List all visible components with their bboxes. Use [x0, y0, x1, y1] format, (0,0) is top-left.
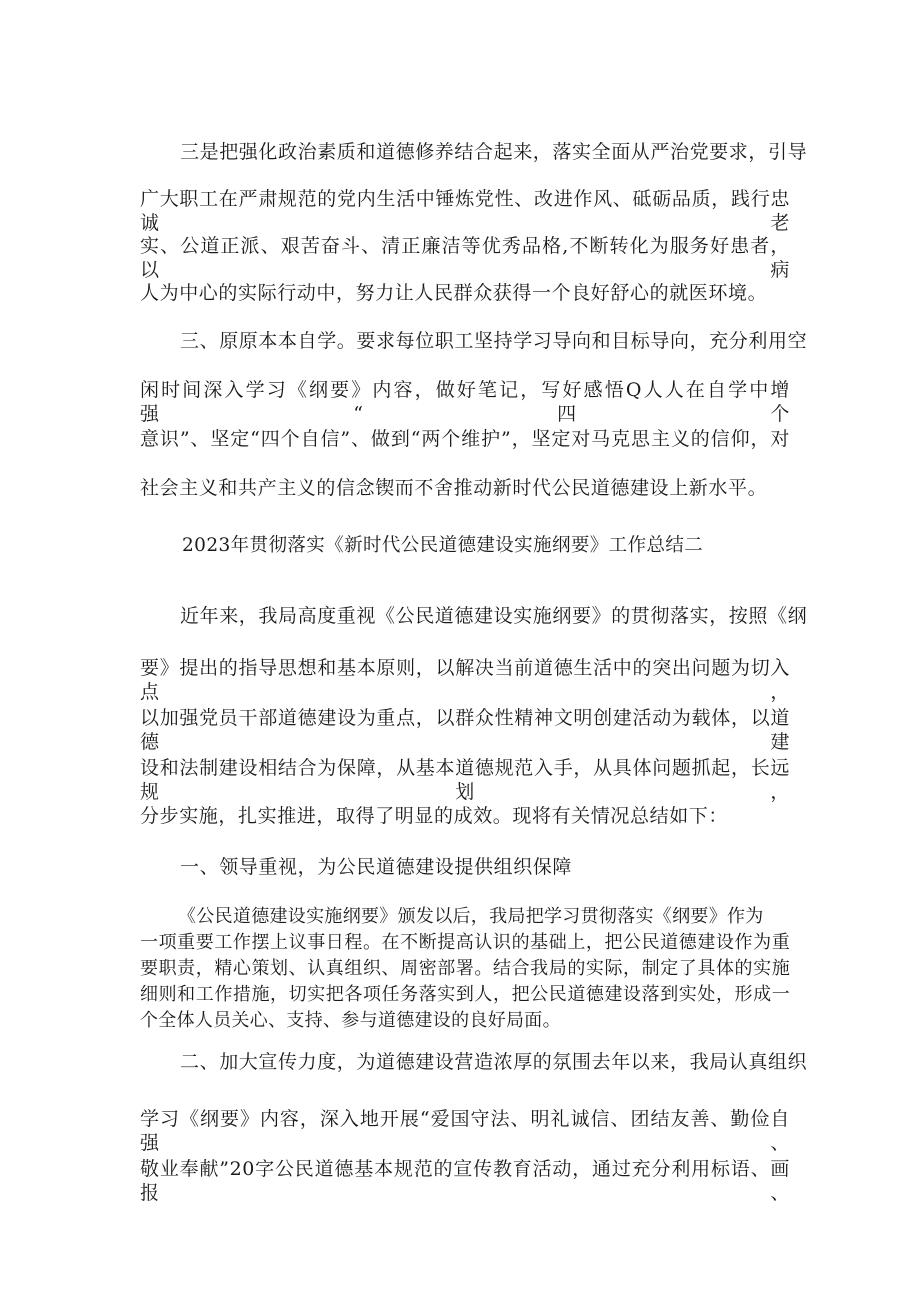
paragraph-line: 要职责，精心策划、认真组织、周密部署。结合我局的实际，制定了具体的实施	[140, 958, 790, 979]
paragraph-line: 《公民道德建设实施纲要》颁发以后，我局把学习贯彻落实《纲要》作为	[178, 906, 764, 927]
paragraph-line: 闲时间深入学习《纲要》内容，做好笔记，写好感悟Q人人在自学中增强“四个	[140, 379, 790, 425]
section-heading: 一、领导重视，为公民道德建设提供组织保障	[180, 856, 573, 878]
paragraph-line: 近年来，我局高度重视《公民道德建设实施纲要》的贯彻落实，按照《纲	[180, 605, 808, 627]
paragraph-line: 以加强党员干部道德建设为重点，以群众性精神文明创建活动为载体，以道德建	[140, 707, 790, 753]
paragraph-line: 社会主义和共产主义的信念锲而不舍推动新时代公民道德建设上新水平。	[140, 477, 768, 499]
paragraph-line: 二、加大宣传力度，为道德建设营造浓厚的氛围去年以来，我局认真组织	[180, 1051, 808, 1073]
paragraph-line: 敬业奉献”20字公民道德基本规范的宣传教育活动，通过充分利用标语、画报、	[140, 1158, 790, 1204]
paragraph-line: 实、公道正派、艰苦奋斗、清正廉洁等优秀品格,不断转化为服务好患者，以病	[140, 235, 790, 281]
paragraph-line: 人为中心的实际行动中，努力让人民群众获得一个良好舒心的就医环境。	[140, 282, 768, 304]
paragraph-line: 三是把强化政治素质和道德修养结合起来，落实全面从严治党要求，引导	[180, 141, 808, 163]
paragraph-line: 意识”、坚定“四个自信”、做到“两个维护”，坚定对马克思主义的信仰，对	[140, 428, 790, 450]
paragraph-line: 学习《纲要》内容，深入地开展“爱国守法、明礼诚信、团结友善、勤俭自强、	[140, 1108, 790, 1154]
paragraph-line: 设和法制建设相结合为保障，从基本道德规范入手，从具体问题抓起，长远规划，	[140, 757, 790, 803]
paragraph-line: 广大职工在严肃规范的党内生活中锤炼党性、改进作风、砥砺品质，践行忠诚老	[140, 188, 790, 234]
paragraph-line: 三、原原本本自学。要求每位职工坚持学习导向和目标导向，充分利用空	[180, 330, 808, 352]
section-title: 2023年贯彻落实《新时代公民道德建设实施纲要》工作总结二	[182, 535, 704, 556]
paragraph-line: 一项重要工作摆上议事日程。在不断提高认识的基础上，把公民道德建设作为重	[140, 932, 790, 953]
paragraph-line: 细则和工作措施，切实把各项任务落实到人，把公民道德建设落到实处，形成一	[140, 984, 790, 1005]
paragraph-line: 要》提出的指导思想和基本原则，以解决当前道德生活中的突出问题为切入点，	[140, 657, 790, 703]
paragraph-line: 分步实施，扎实推进，取得了明显的成效。现将有关情况总结如下：	[140, 805, 729, 827]
paragraph-line: 个全体人员关心、支持、参与道德建设的良好局面。	[140, 1010, 561, 1031]
